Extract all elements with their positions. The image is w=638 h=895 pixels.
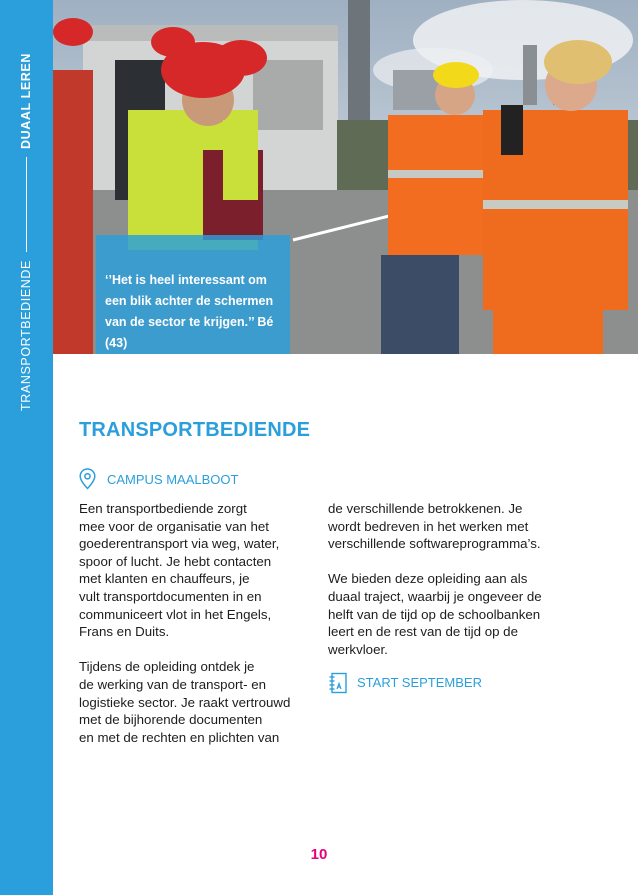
body-paragraph: Tijdens de opleiding ontdek je de werking van de transport- en logistieke sector. Je raakt vertrouwd met de bijhorende documenten en met de rechten en plichten van [79, 659, 291, 745]
sidebar-divider [26, 157, 27, 252]
campus-location [79, 468, 238, 490]
sidebar-section-label: TRANSPORTBEDIENDE [19, 260, 33, 411]
photo-quote: ‘’Het is heel interessant om een blik achter de schermen van de sector te krijgen.’’ Bé (43) [96, 235, 290, 354]
body-paragraph: Een transportbediende zorgt mee voor de organisatie van het goederentransport via weg, water, spoor of lucht. Je hebt contacten met klanten en chauffeurs, je vult transportdocumenten in en communiceert vlot in het Engels, Frans en Duits. [79, 501, 280, 640]
text-column-left [79, 500, 309, 764]
calendar-icon [328, 672, 348, 694]
body-paragraph: de verschillende betrokkenen. Je wordt bedreven in het werken met verschillende softwareprogramma’s. [328, 501, 541, 552]
sidebar-label [19, 53, 33, 411]
sidebar [0, 0, 53, 895]
sidebar-category-label: DUAAL LEREN [19, 53, 33, 149]
campus-name: CAMPUS MAALBOOT [107, 471, 239, 487]
location-pin-icon [79, 468, 96, 490]
text-column-right [328, 500, 568, 694]
page-number: 10 [310, 846, 328, 863]
page-title: TRANSPORTBEDIENDE [79, 419, 311, 441]
start-date [328, 672, 568, 694]
start-label: START SEPTEMBER [357, 675, 482, 691]
body-paragraph: We bieden deze opleiding aan als duaal traject, waarbij je ongeveer de helft van de tijd op de schoolbanken leert en de rest van de tijd op de werkvloer. [328, 571, 542, 657]
